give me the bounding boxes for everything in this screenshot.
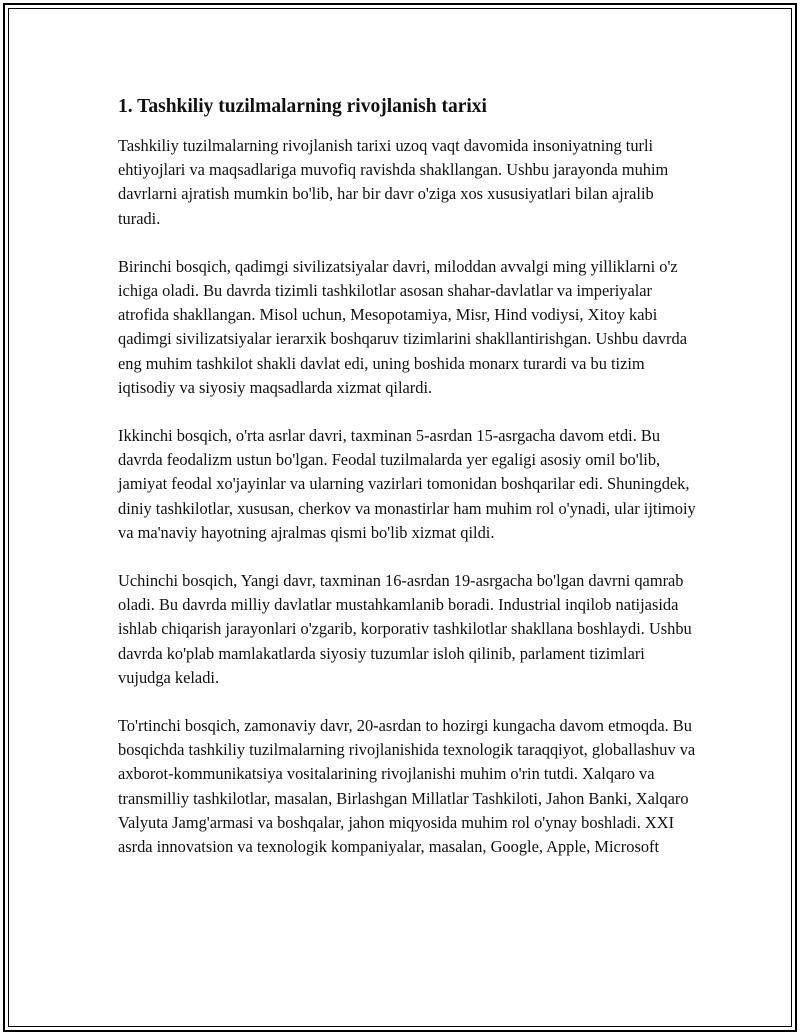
paragraph-intro: Tashkiliy tuzilmalarning rivojlanish tarixi uzoq vaqt davomida insoniyatning turli ehtiyojlari va maqsadlariga muvofiq ravishda shakllangan. Ushbu jarayonda muhim davrlarni ajratish mumkin bo'lib, har bir davr o'ziga xos xususiyatlari bilan ajralib turadi. xyxy=(118,136,669,228)
paragraph-stage-4: To'rtinchi bosqich, zamonaviy davr, 20-asrdan to hozirgi kungacha davom etmoqda. Bu bosqichda tashkiliy tuzilmalarning rivojlanishida texnologik taraqqiyot, globallashuv va axborot-kommunikatsiya vositalarining rivojlanishi muhim o'rin tutdi. Xalqaro va transmilliy tashkilotlar, masalan, Birlashgan Millatlar Tashkiloti, Jahon Banki, Xalqaro Valyuta Jamg'armasi va boshqalar, jahon miqyosida muhim rol o'ynay boshladi. XXI asrda innovatsion va texnologik kompaniyalar, masalan, Google, Apple, Microsoft xyxy=(118,716,696,857)
paragraph-stage-2: Ikkinchi bosqich, o'rta asrlar davri, taxminan 5-asrdan 15-asrgacha davom etdi. Bu davrda feodalizm ustun bo'lgan. Feodal tuzilmalarda yer egaligi asosiy omil bo'lib, jamiyat feodal xo'jayinlar va ularning vazirlari tomonidan boshqarilar edi. Shuningdek, diniy tashkilotlar, xususan, cherkov va monastirlar ham muhim rol o'ynadi, ular ijtimoiy va ma'naviy hayotning ajralmas qismi bo'lib xizmat qildi. xyxy=(118,426,696,542)
paragraph-stage-3: Uchinchi bosqich, Yangi davr, taxminan 16-asrdan 19-asrgacha bo'lgan davrni qamrab oladi. Bu davrda milliy davlatlar mustahkamlanib boradi. Industrial inqilob natijasida ishlab chiqarish jarayonlari o'zgarib, korporativ tashkilotlar shakllana boshlaydi. Ushbu davrda ko'plab mamlakatlarda siyosiy tuzumlar isloh qilinib, parlament tizimlari vujudga keladi. xyxy=(118,571,692,687)
document-body xyxy=(118,94,698,883)
section-heading: 1. Tashkiliy tuzilmalarning rivojlanish tarixi xyxy=(118,96,487,117)
paragraph-stage-1: Birinchi bosqich, qadimgi sivilizatsiyalar davri, miloddan avvalgi ming yilliklarni o'z ichiga oladi. Bu davrda tizimli tashkilotlar asosan shahar-davlatlar va imperiyalar atrofida shakllangan. Misol uchun, Mesopotamiya, Misr, Hind vodiysi, Xitoy kabi qadimgi sivilizatsiyalar ierarxik boshqaruv tizimlarini shakllantirishgan. Ushbu davrda eng muhim tashkilot shakli davlat edi, uning boshida monarx turardi va bu tizim iqtisodiy va siyosiy maqsadlarda xizmat qilardi. xyxy=(118,256,687,397)
